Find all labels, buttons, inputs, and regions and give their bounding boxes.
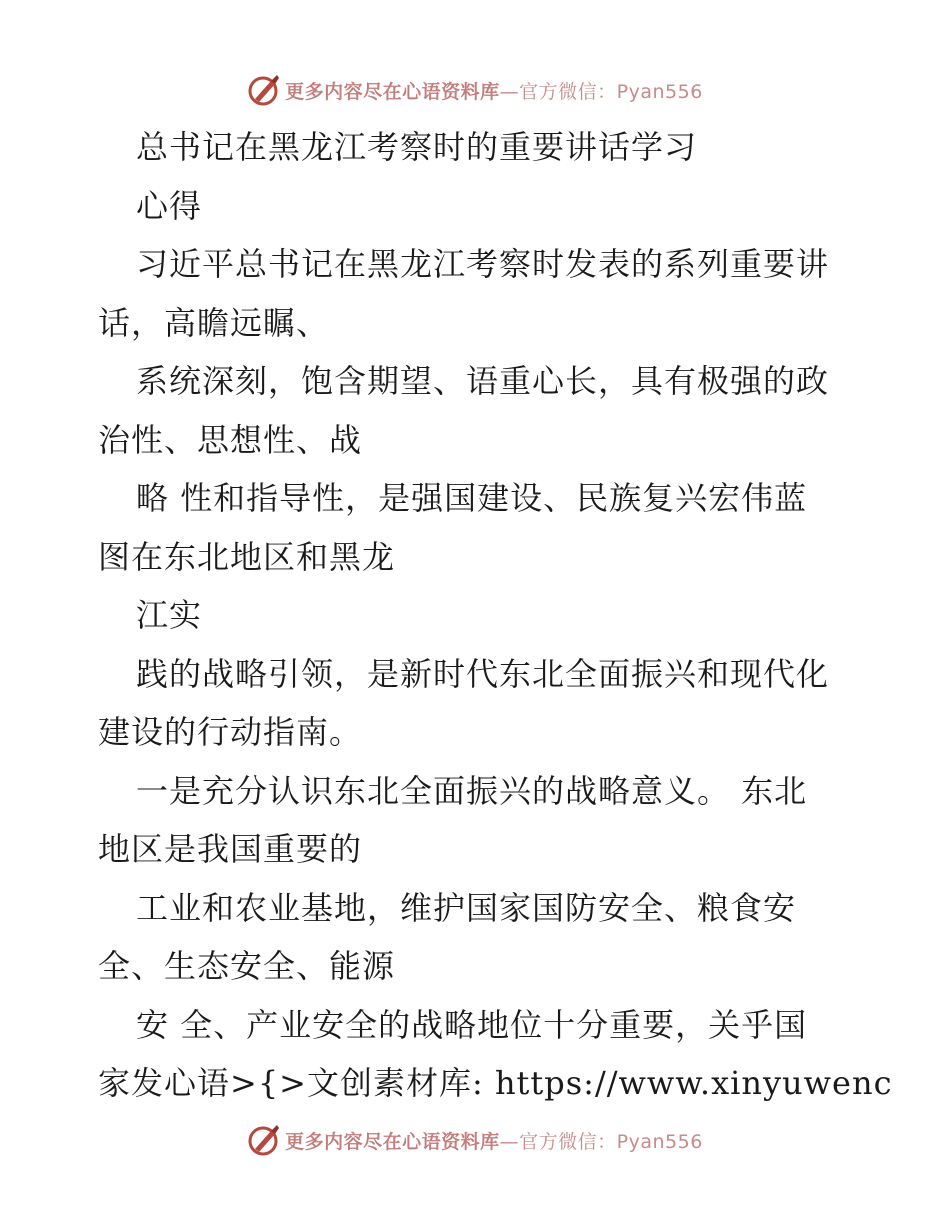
- banner-brand: 更多内容尽在心语资料库: [285, 80, 500, 103]
- banner-wechat: 官方微信：Pyan556: [519, 1130, 703, 1153]
- banner-dash: —: [499, 1130, 520, 1153]
- text-line-url: 家发心语>{>文创素材库: https://www.xinyuwenc: [98, 1064, 893, 1102]
- text-line: 江实: [136, 596, 203, 634]
- text-line: 系统深刻，饱含期望、语重心长，具有极强的政: [136, 362, 830, 400]
- text-line: 工业和农业基地，维护国家国防安全、粮食安: [136, 888, 797, 927]
- banner-brand: 更多内容尽在心语资料库: [285, 1130, 500, 1153]
- text-line: 治性、思想性、战: [98, 420, 363, 459]
- title-line-2: 心得: [136, 186, 203, 225]
- text-line: 习近平总书记在黑龙江考察时发表的系列重要讲: [136, 245, 830, 283]
- text-line: 一是充分认识东北全面振兴的战略意义。 东北: [136, 771, 808, 810]
- text-line: 图在东北地区和黑龙: [98, 537, 396, 576]
- banner-text: [285, 1127, 703, 1154]
- banner-text: [285, 77, 703, 104]
- document-body: [98, 118, 893, 1113]
- text-line: 践的战略引领，是新时代东北全面振兴和现代化: [136, 654, 830, 693]
- pen-logo-icon: [247, 1123, 281, 1157]
- footer-banner: [0, 1120, 950, 1160]
- text-line: 地区是我国重要的: [98, 830, 363, 868]
- header-banner: [0, 70, 950, 110]
- title-line-1: 总书记在黑龙江考察时的重要讲话学习: [136, 128, 698, 166]
- text-line: 略 性和指导性，是强国建设、民族复兴宏伟蓝: [136, 479, 808, 517]
- text-line: 建设的行动指南。: [98, 713, 363, 751]
- text-line: 话，高瞻远瞩、: [98, 303, 330, 342]
- banner-dash: —: [499, 80, 520, 103]
- pen-logo-icon: [247, 73, 281, 107]
- text-line: 安 全、产业安全的战略地位十分重要，关乎国: [136, 1005, 808, 1044]
- banner-wechat: 官方微信：Pyan556: [519, 80, 703, 103]
- text-line: 全、生态安全、能源: [98, 947, 396, 985]
